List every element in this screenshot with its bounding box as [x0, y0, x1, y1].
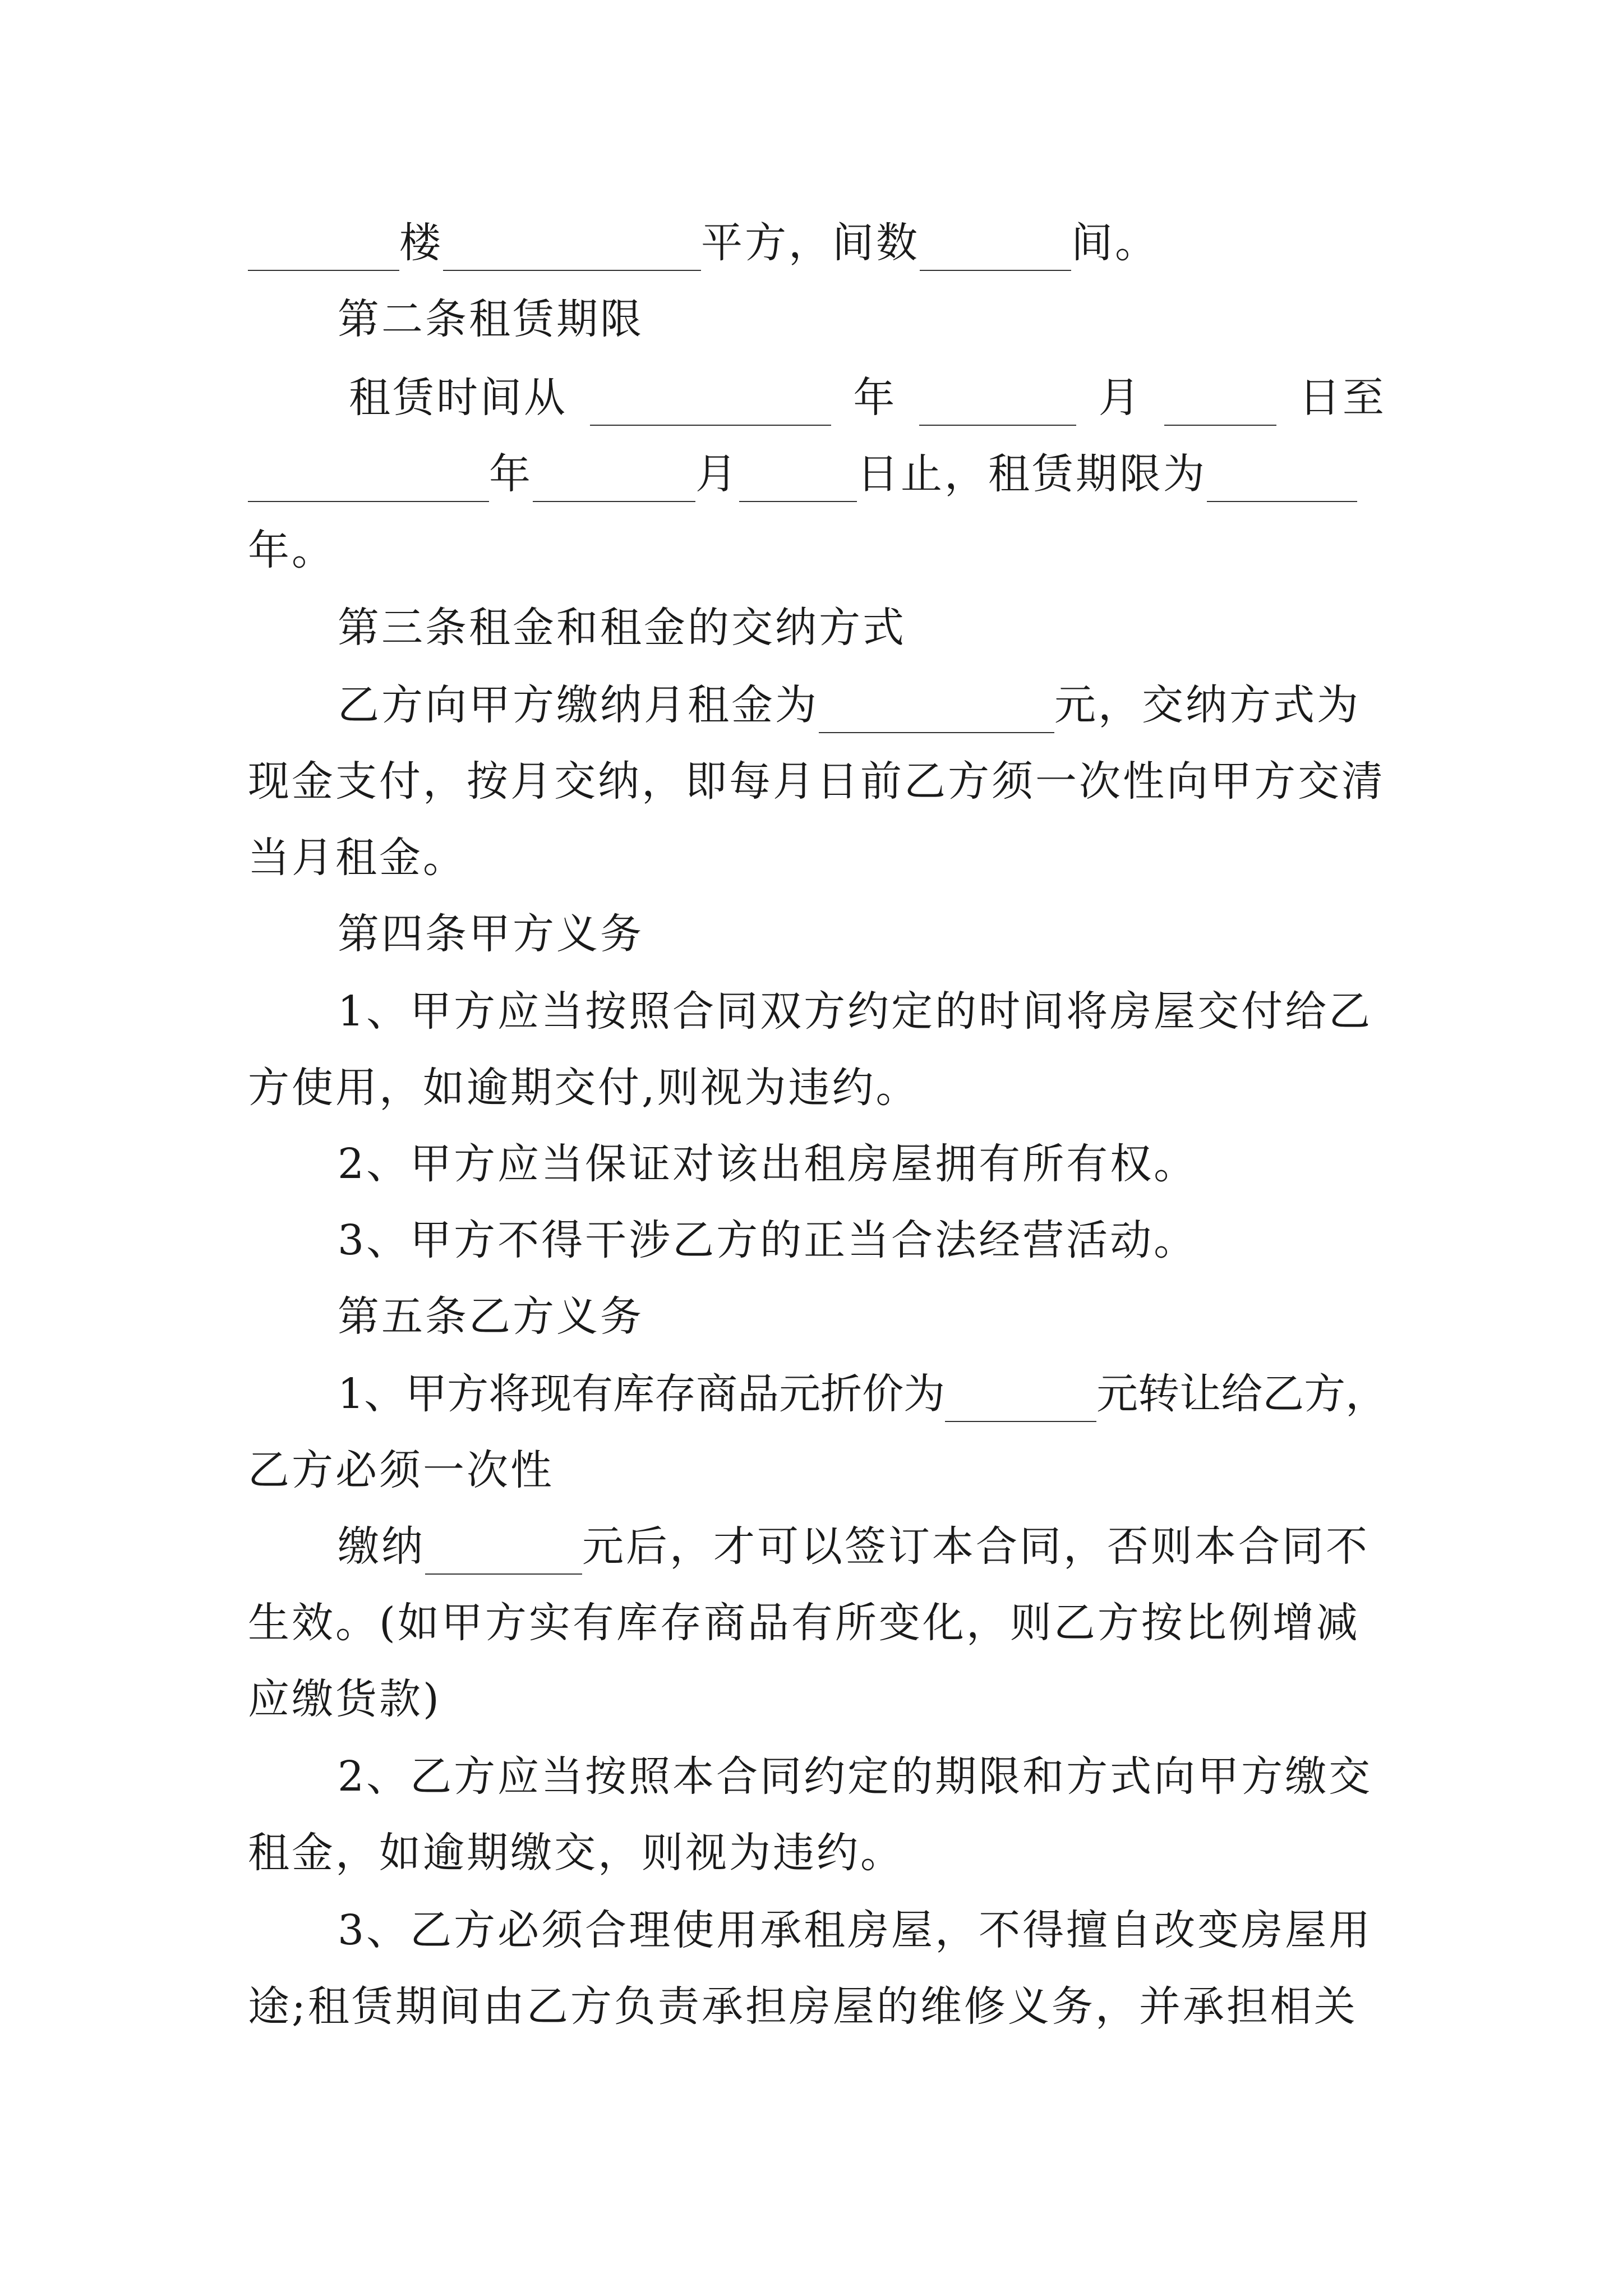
inventory-price-line [338, 1366, 1386, 1422]
blank-field[interactable] [739, 462, 857, 502]
text: 缴纳 [338, 1522, 425, 1571]
blank-field[interactable] [533, 462, 695, 502]
paragraph-line: 租金，如逾期缴交，则视为违约。 [248, 1829, 904, 1877]
blank-field[interactable] [945, 1382, 1096, 1422]
blank-field[interactable] [443, 231, 701, 271]
blank-field[interactable] [920, 231, 1071, 271]
paragraph-line: 3、乙方必须合理使用承租房屋，不得擅自改变房屋用 [338, 1906, 1373, 1954]
paragraph-line: 乙方必须一次性 [248, 1446, 554, 1494]
paragraph-line: 年。 [248, 526, 335, 574]
paragraph-line: 3、甲方不得干涉乙方的正当合法经营活动。 [338, 1216, 1198, 1264]
text: 元后，才可以签订本合同，否则本合同不 [582, 1522, 1370, 1571]
text: 年 [853, 374, 897, 422]
section-heading: 第三条租金和租金的交纳方式 [338, 604, 906, 652]
section-heading: 第四条甲方义务 [338, 910, 644, 958]
text: 日至 [1298, 374, 1386, 422]
lease-term-line [349, 370, 1386, 426]
text: 间。 [1071, 219, 1159, 267]
lease-term-line-2 [248, 446, 1386, 502]
blank-field[interactable] [248, 462, 489, 502]
blank-field[interactable] [590, 385, 831, 426]
paragraph-line: 1、甲方应当按照合同双方约定的时间将房屋交付给乙 [338, 987, 1373, 1036]
paragraph-line: 途;租赁期间由乙方负责承担房屋的维修义务，并承担相关 [248, 1982, 1358, 2031]
section-heading: 第五条乙方义务 [338, 1292, 644, 1341]
text: 租赁时间从 [349, 374, 568, 422]
paragraph-line: 方使用，如逾期交付,则视为违约。 [248, 1064, 920, 1112]
text: 元转让给乙方， [1096, 1370, 1387, 1418]
payment-line [338, 1519, 1386, 1575]
paragraph-line: 2、乙方应当按照本合同约定的期限和方式向甲方缴交 [338, 1752, 1373, 1801]
text: 月 [1098, 374, 1142, 422]
paragraph-line: 2、甲方应当保证对该出租房屋拥有所有权。 [338, 1140, 1198, 1188]
blank-field[interactable] [248, 231, 399, 271]
text: 楼 [399, 219, 443, 267]
text: 1、甲方将现有库存商品元折价为 [338, 1370, 946, 1418]
text: 平方，间数 [701, 219, 920, 267]
blank-field[interactable] [1207, 462, 1357, 502]
text: 乙方向甲方缴纳月租金为 [338, 681, 819, 729]
paragraph-line: 生效。(如甲方实有库存商品有所变化，则乙方按比例增减 [248, 1599, 1360, 1647]
area-line [248, 215, 1386, 271]
blank-field[interactable] [919, 385, 1076, 426]
blank-field[interactable] [819, 693, 1054, 733]
paragraph-line: 当月租金。 [248, 834, 467, 882]
blank-field[interactable] [425, 1534, 582, 1575]
text: 元，交纳方式为 [1054, 681, 1361, 729]
section-heading: 第二条租赁期限 [338, 295, 644, 343]
rent-amount-line [338, 677, 1386, 733]
blank-field[interactable] [1164, 385, 1276, 426]
text: 月 [695, 450, 739, 498]
paragraph-line: 应缴货款) [248, 1675, 441, 1723]
text: 日止，租赁期限为 [857, 450, 1207, 498]
text: 年 [489, 450, 533, 498]
paragraph-line: 现金支付，按月交纳，即每月日前乙方须一次性向甲方交清 [248, 757, 1385, 806]
